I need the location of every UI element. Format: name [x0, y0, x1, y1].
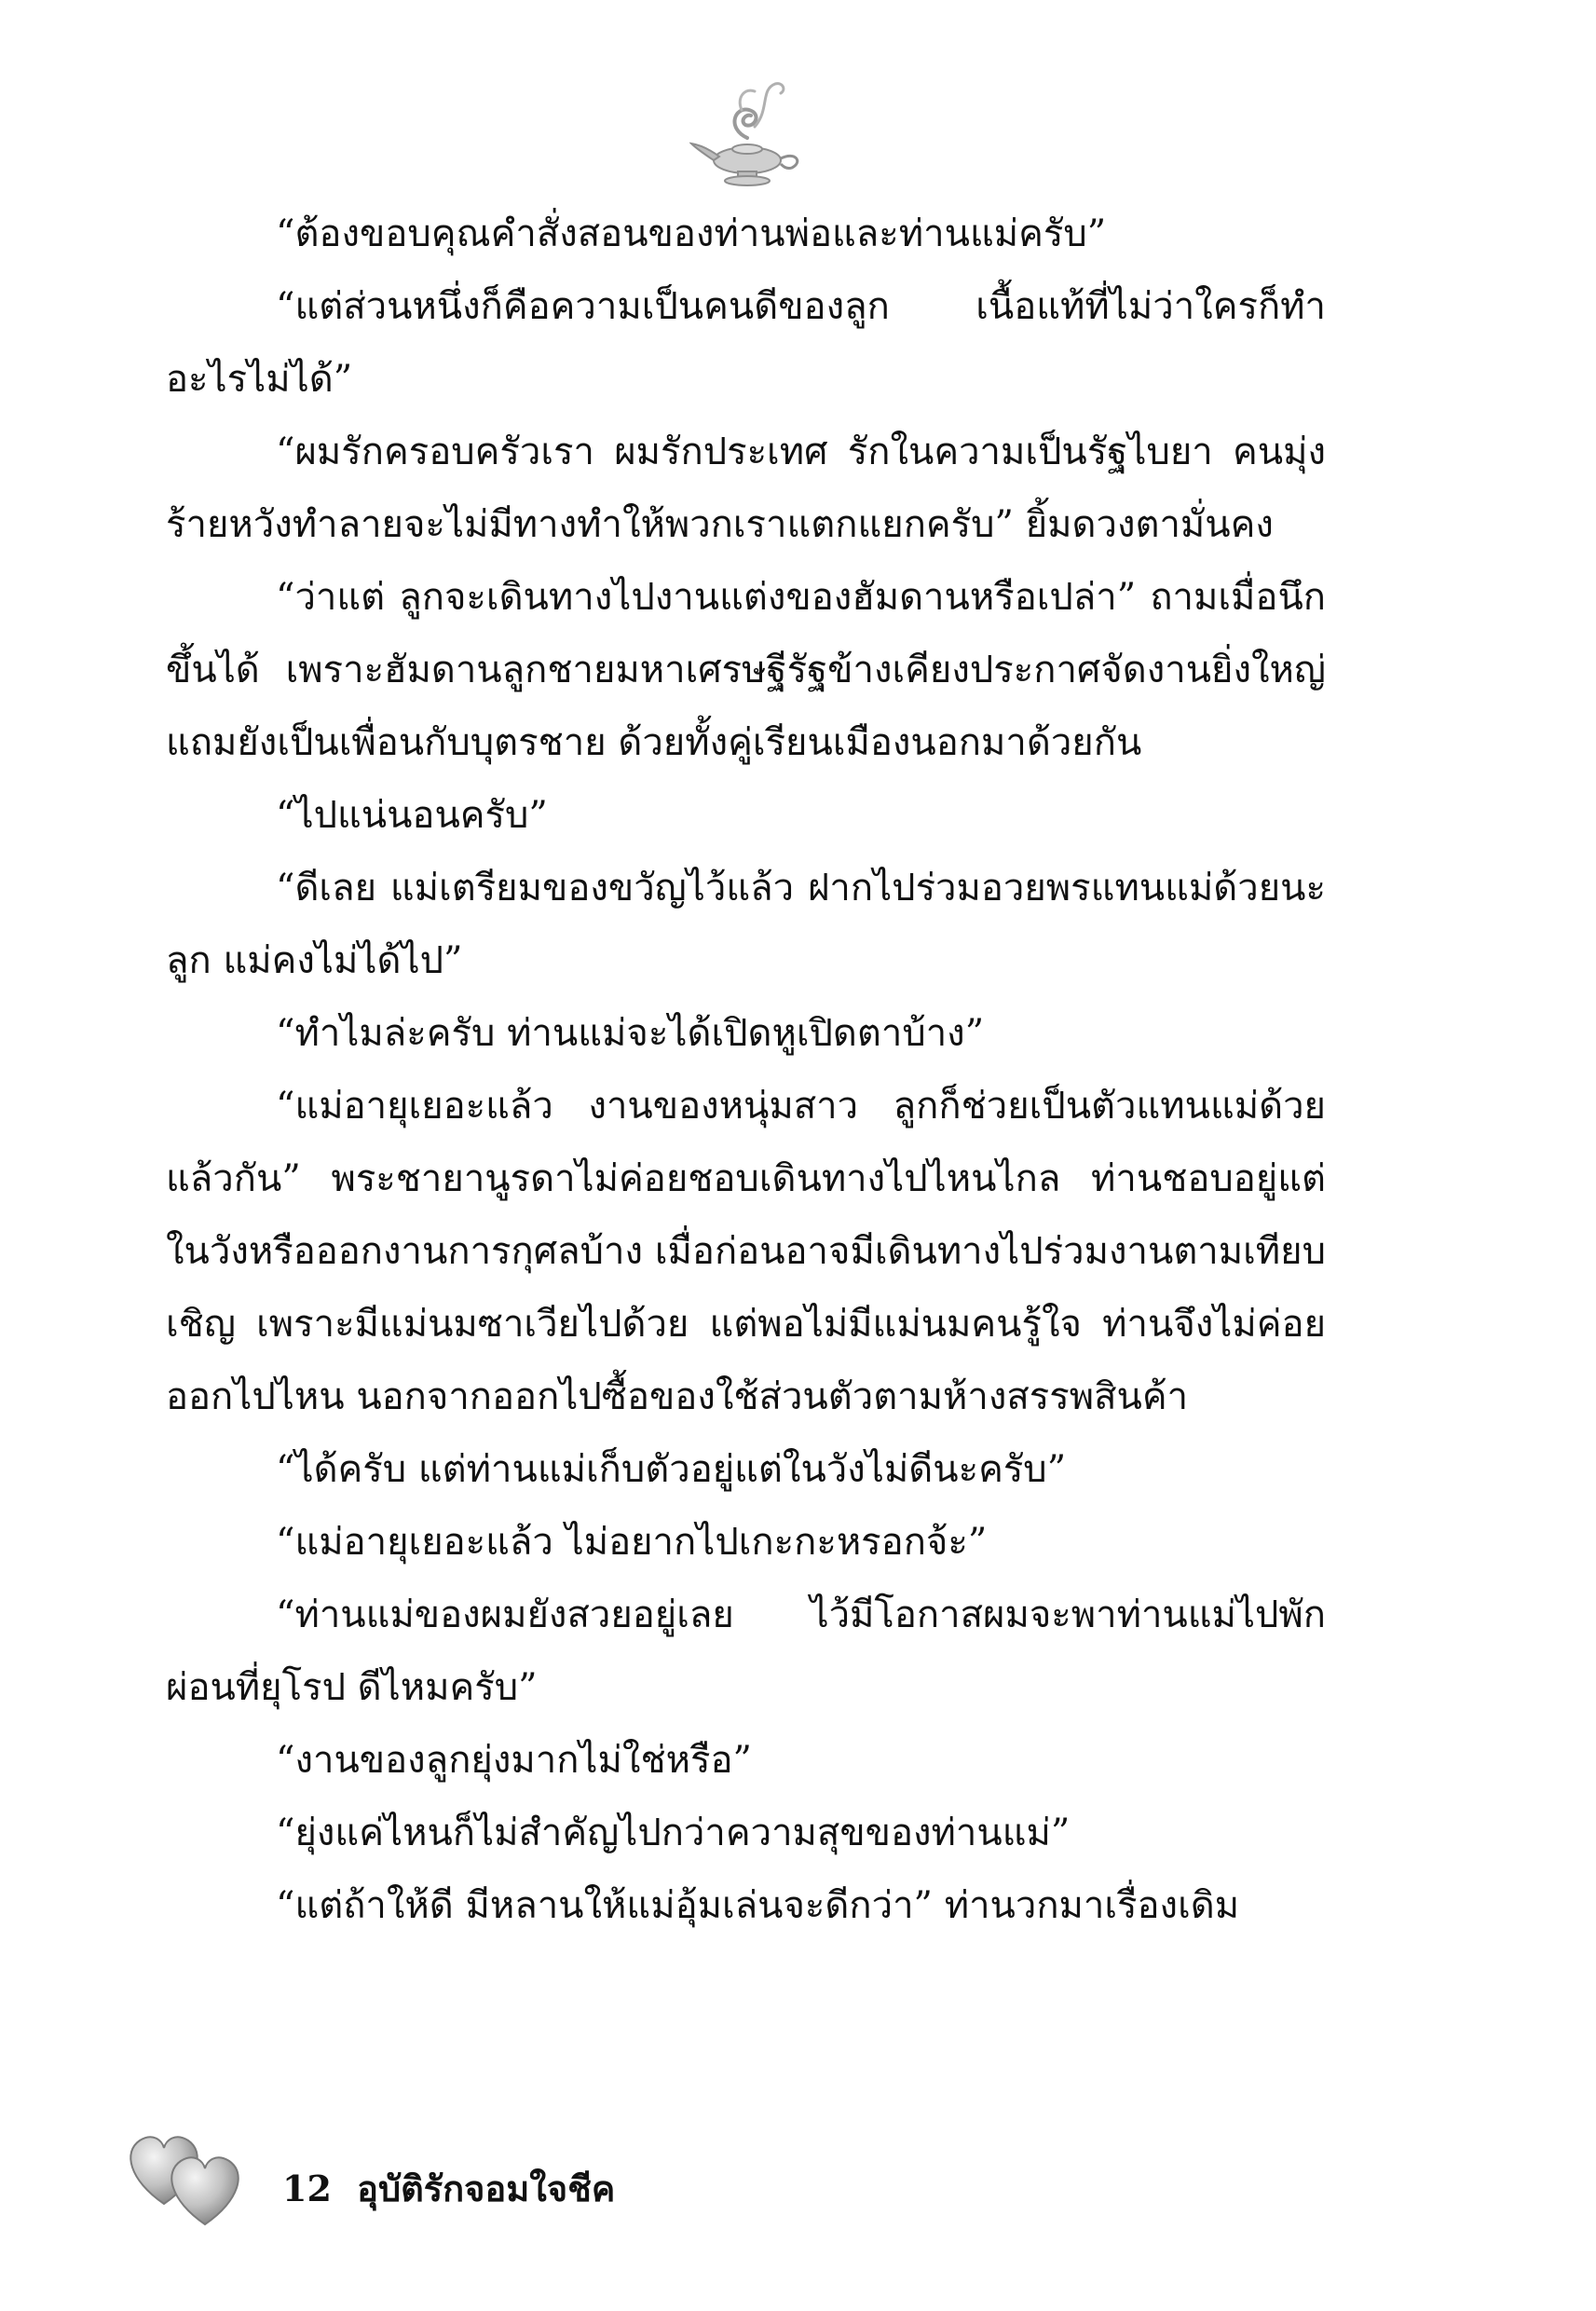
book-title: อุบัติรักจอมใจชีค [357, 2167, 616, 2209]
paragraph: “ได้ครับ แต่ท่านแม่เก็บตัวอยู่แต่ในวังไม่ดีนะครับ” [276, 1448, 1067, 1491]
paragraph: “ไปแน่นอนครับ” [276, 794, 548, 837]
paragraph: “แต่ส่วนหนึ่งก็คือความเป็นคนดีของลูก เนื้อแท้ที่ไม่ว่าใครก็ทำอะไรไม่ได้” [166, 285, 1326, 401]
paragraph: “แม่อายุเยอะแล้ว ไม่อยากไปเกะกะหรอกจ้ะ” [276, 1521, 988, 1564]
page-folio [282, 2168, 615, 2209]
hearts-icon [119, 2111, 259, 2232]
paragraph: “ผมรักครอบครัวเรา ผมรักประเทศ รักในความเป็นรัฐไบยา คนมุ่งร้ายหวังทำลายจะไม่มีทางทำให้พวกเราแตกแยกครับ” ยิ้มดวงตามั่นคง [166, 431, 1326, 546]
paragraph: “งานของลูกยุ่งมากไม่ใช่หรือ” [276, 1739, 752, 1782]
paragraph: “ยุ่งแค่ไหนก็ไม่สำคัญไปกว่าความสุขของท่านแม่” [276, 1812, 1071, 1854]
body-text [166, 198, 1326, 1942]
paragraph: “ทำไมล่ะครับ ท่านแม่จะได้เปิดหูเปิดตาบ้าง” [276, 1012, 985, 1055]
genie-lamp-icon [689, 73, 811, 194]
paragraph: “ท่านแม่ของผมยังสวยอยู่เลย ไว้มีโอกาสผมจะพาท่านแม่ไปพักผ่อนที่ยุโรป ดีไหมครับ” [166, 1593, 1326, 1709]
paragraph: “แต่ถ้าให้ดี มีหลานให้แม่อุ้มเล่นจะดีกว่า” ท่านวกมาเรื่องเดิม [276, 1884, 1240, 1927]
paragraph: “ต้องขอบคุณคำสั่งสอนของท่านพ่อและท่านแม่ครับ” [276, 212, 1107, 255]
paragraph: “ว่าแต่ ลูกจะเดินทางไปงานแต่งของฮัมดานหรือเปล่า” ถามเมื่อนึกขึ้นได้ เพราะฮัมดานลูกชายมหาเศรษฐีรัฐข้างเคียงประกาศจัดงานยิ่งใหญ่ แถมยังเป็นเพื่อนกับบุตรชาย ด้วยทั้งคู่เรียนเมืองนอกมาด้วยกัน [166, 576, 1326, 764]
paragraph: “แม่อายุเยอะแล้ว งานของหนุ่มสาว ลูกก็ช่วยเป็นตัวแทนแม่ด้วยแล้วกัน” พระชายานูรดาไม่ค่อยชอบเดินทางไปไหนไกล ท่านชอบอยู่แต่ในวังหรือออกงานการกุศลบ้าง เมื่อก่อนอาจมีเดินทางไปร่วมงานตามเทียบเชิญ เพราะมีแม่นมซาเวียไปด้วย แต่พอไม่มีแม่นมคนรู้ใจ ท่านจึงไม่ค่อยออกไปไหน นอกจากออกไปซื้อของใช้ส่วนตัวตามห้างสรรพสินค้า [166, 1085, 1326, 1418]
page-number: 12 [282, 2167, 332, 2209]
paragraph: “ดีเลย แม่เตรียมของขวัญไว้แล้ว ฝากไปร่วมอวยพรแทนแม่ด้วยนะลูก แม่คงไม่ได้ไป” [166, 867, 1326, 982]
page-footer [119, 2111, 865, 2241]
